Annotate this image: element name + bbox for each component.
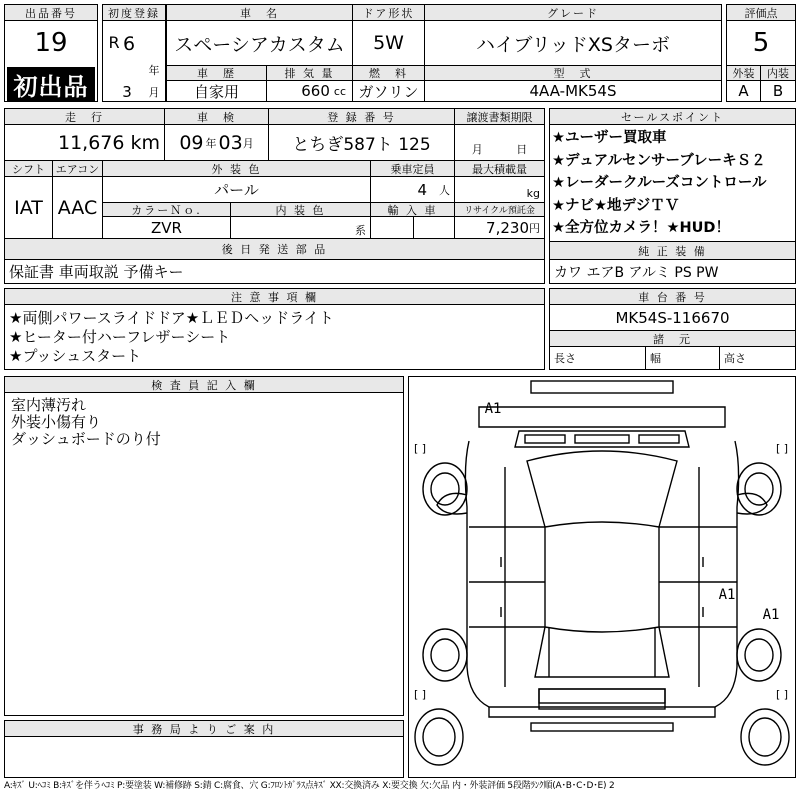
int-score-label: 内装 xyxy=(761,65,795,81)
chassis-box xyxy=(549,288,796,370)
specs-label: 諸 元 xyxy=(550,331,795,347)
sales-point: ★ナビ★地デジＴＶ xyxy=(552,197,680,214)
max-load-unit: kg xyxy=(526,187,540,200)
fuel: ガソリン xyxy=(353,81,425,101)
ac-label: エアコン xyxy=(53,161,103,177)
transfer-deadline xyxy=(455,125,544,161)
transfer-month-unit: 月 xyxy=(471,142,483,156)
note-item: ★プッシュスタート xyxy=(9,347,142,365)
damage-mark-right-door: A1 xyxy=(718,587,736,603)
sales-point: ★デュアルセンサーブレーキＳ２ xyxy=(552,152,766,169)
era: R xyxy=(108,32,120,52)
bracket-mark: [ ] xyxy=(413,441,427,455)
sales-point: ★レーダークルーズコントロール xyxy=(552,175,767,192)
color-no-label: カラーＮｏ. xyxy=(103,203,231,217)
history: 自家用 xyxy=(167,81,267,101)
score-box xyxy=(726,4,796,102)
car-name: スペーシアカスタム xyxy=(167,21,353,65)
legend-text: A:ｷｽﾞ U:ﾍｺﾐ B:ｷｽﾞを伴うﾍｺﾐ P:要塗装 W:補修跡 S:錆 C:腐食、穴 G:ﾌﾛﾝﾄｶﾞﾗｽ点ｷｽﾞ XX:交換済み X:要交換 欠:欠品 内・外装評価 5段階ﾗﾝｸ順(A･B･C･D･E) 2 xyxy=(4,781,615,791)
history-label: 車 歴 xyxy=(167,65,267,81)
transfer-label: 譲渡書類期限 xyxy=(455,109,544,125)
recycle-value: 7,230 xyxy=(486,218,529,237)
inspection-year-unit: 年 xyxy=(205,136,217,150)
bracket-mark: [ ] xyxy=(413,687,427,701)
car-name-label: 車 名 xyxy=(167,5,353,21)
displacement xyxy=(267,81,353,101)
inspector-note: 外装小傷有り xyxy=(11,413,102,431)
recycle xyxy=(455,217,544,239)
sales-point: ★ユーザー買取車 xyxy=(552,130,667,146)
ext-score: A xyxy=(727,81,761,101)
inspector-label: 検 査 員 記 入 欄 xyxy=(5,377,403,393)
door-label: ドア形状 xyxy=(353,5,425,21)
damage-mark-front-left: A1 xyxy=(484,401,502,417)
note-item: ★ヒーター付ハーフレザーシート xyxy=(9,328,231,346)
notes-label: 注 意 事 項 欄 xyxy=(5,289,544,305)
sales-point: ★全方位カメラ！★HUD！ xyxy=(552,220,730,237)
score-label: 評価点 xyxy=(727,5,795,21)
ac: AAC xyxy=(53,177,103,239)
mileage-value: 11,676 xyxy=(58,131,125,154)
inspector-note: ダッシュボードのり付 xyxy=(11,430,161,448)
chassis-label: 車 台 番 号 xyxy=(550,289,795,305)
max-load xyxy=(455,177,544,203)
bracket-mark: [ ] xyxy=(775,687,789,701)
note-item: ★両側パワースライドドア★ＬＥＤヘッドライト xyxy=(9,309,334,327)
car-diagram xyxy=(408,376,796,778)
inspector-notes xyxy=(11,397,161,448)
displacement-value: 660 xyxy=(301,82,330,100)
ext-color: パール xyxy=(103,177,371,203)
import-label: 輸 入 車 xyxy=(371,203,455,217)
spec-height: 高さ xyxy=(724,352,746,365)
inspector-box xyxy=(4,376,404,716)
model-code: 4AA-MK54S xyxy=(529,82,617,100)
ext-color-label: 外 装 色 xyxy=(103,161,371,177)
int-score: B xyxy=(772,82,784,100)
first-reg-month: 3 xyxy=(122,83,132,101)
later-parts: 保証書 車両取説 予備キー xyxy=(9,263,184,281)
inspection-month-unit: 月 xyxy=(242,136,254,150)
month-unit: 月 xyxy=(148,86,160,99)
max-load-label: 最大積載量 xyxy=(455,161,544,177)
notes-box xyxy=(4,288,545,370)
grade-label: グレード xyxy=(425,5,721,21)
capacity-unit: 人 xyxy=(439,183,450,197)
recycle-label: リサイクル預託金 xyxy=(455,203,544,217)
recycle-unit: 円 xyxy=(529,221,540,235)
inspection xyxy=(165,125,269,161)
plate-number: とちぎ587ト 125 xyxy=(269,125,455,161)
genuine-label: 純 正 装 備 xyxy=(550,242,795,260)
lot-label: 出品番号 xyxy=(5,5,97,21)
later-parts-label: 後 日 発 送 部 品 xyxy=(5,239,544,259)
inspection-month: 03 xyxy=(218,131,243,154)
damage-mark-right-side: A1 xyxy=(762,607,780,623)
displacement-unit: cc xyxy=(333,84,346,98)
model-label: 型 式 xyxy=(425,65,721,81)
int-color-unit: 系 xyxy=(355,224,366,237)
car-outline-icon xyxy=(409,377,795,777)
inspection-year: 09 xyxy=(179,131,204,154)
later-parts-box xyxy=(4,259,545,284)
grade: ハイブリッドXSターボ xyxy=(476,33,670,56)
capacity-label: 乗車定員 xyxy=(371,161,455,177)
sales-points-label: セールスポイント xyxy=(550,109,795,125)
mileage-label: 走 行 xyxy=(5,109,165,125)
int-color xyxy=(231,217,371,239)
sales-points-box xyxy=(549,108,796,242)
score-value: 5 xyxy=(752,28,770,58)
spec-width: 幅 xyxy=(646,347,720,369)
first-listing-badge: 初出品 xyxy=(7,67,95,101)
chassis-number: MK54S-116670 xyxy=(550,305,795,331)
lot-number: 19 xyxy=(34,28,68,58)
office-label: 事 務 局 よ り ご 案 内 xyxy=(5,721,403,737)
details-box xyxy=(4,108,545,260)
transfer-day-unit: 日 xyxy=(516,142,528,156)
shift: IAT xyxy=(5,177,53,239)
capacity xyxy=(371,177,455,203)
genuine-box xyxy=(549,241,796,284)
spec-length: 長さ xyxy=(550,347,646,369)
year-unit: 年 xyxy=(148,64,160,77)
shift-label: シフト xyxy=(5,161,53,177)
capacity-value: 4 xyxy=(417,180,427,199)
plate-label: 登 録 番 号 xyxy=(269,109,455,125)
mileage-unit: km xyxy=(130,131,160,154)
first-reg-label: 初度登録 xyxy=(103,5,165,21)
notes-list xyxy=(9,309,334,366)
mileage xyxy=(5,125,165,161)
sales-points-list xyxy=(552,127,795,240)
bracket-mark: [ ] xyxy=(775,441,789,455)
color-no: ZVR xyxy=(103,217,231,239)
fuel-label: 燃 料 xyxy=(353,65,425,81)
main-info-box xyxy=(166,4,722,102)
displacement-label: 排 気 量 xyxy=(267,65,353,81)
ext-score-label: 外装 xyxy=(727,65,761,81)
inspector-note: 室内薄汚れ xyxy=(11,396,87,414)
import-value xyxy=(371,217,455,239)
inspection-label: 車 検 xyxy=(165,109,269,125)
lot-box xyxy=(4,4,98,102)
office-box xyxy=(4,720,404,778)
door-type: 5W xyxy=(353,21,425,65)
genuine-equipment: カワ エアB アルミ PS PW xyxy=(554,264,719,281)
int-color-label: 内 装 色 xyxy=(231,203,371,217)
first-reg-box xyxy=(102,4,166,102)
first-reg-year: 6 xyxy=(122,33,136,55)
